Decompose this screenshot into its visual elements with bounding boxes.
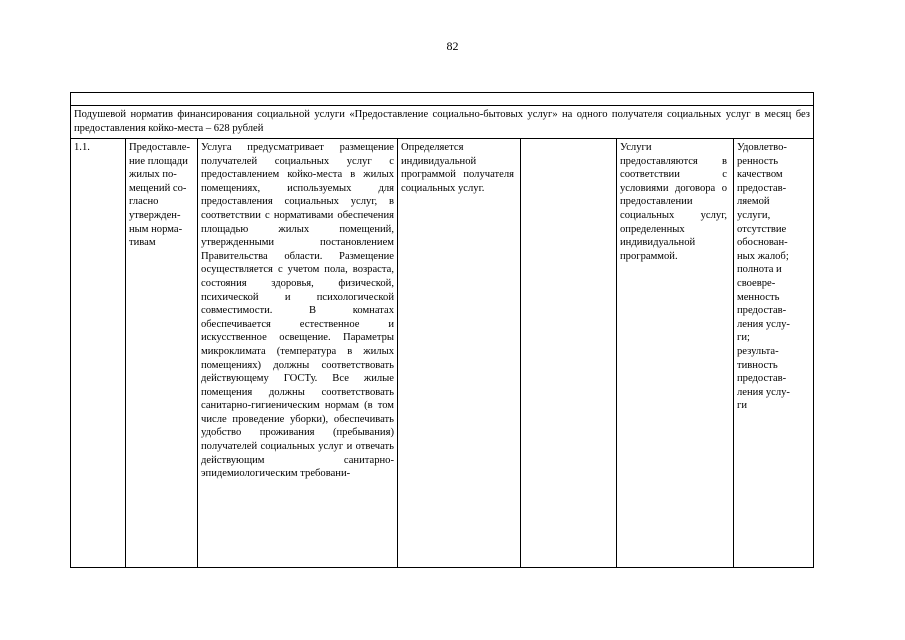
services-table <box>70 92 814 568</box>
table-top-row <box>71 93 814 106</box>
service-evaluation: Удовлетво- ренность качеством предостав- ляемой услуги, отсутствие обоснован- ных жалоб; полнота и своевре- менность предостав- ления услу- ги; результа- тивность предостав- ления услу- ги <box>737 142 790 412</box>
norm-header-row <box>71 106 814 139</box>
service-volume: Определяется индивидуальной программой получателя социальных услуг. <box>398 139 521 568</box>
service-description: Услуга предусматривает размещение получателей социальных услуг с предоставлением койко-места в жилых помещениях, используемых для предоставления социальных услуг, в соответствии с нормативами обеспечения площадью жилых помещений, утвержденными постановлением Правительства области. Размещение осуществляется с учетом пола, возраста, состояния здоровья, физической, психической и психологической совместимости. В комнатах обеспечивается естественное и искусственное освещение. Параметры микроклимата (температура в жилых помещениях) должны соответствовать действующему ГОСТу. Все жилые помещения должны соответствовать санитарно-гигиеническим нормам (в том числе проведение уборки), обеспечивать удобство проживания (пребывания) получателей социальных услуг и отвечать действующим санитарно-эпидемиологическим требовани- <box>198 139 398 568</box>
row-number: 1.1. <box>71 139 126 568</box>
service-conditions: Услуги предоставляются в соответствии с условиями договора о предоставлении социальных услуг, определенных индивидуальной программой. <box>617 139 734 568</box>
table-row <box>71 139 814 568</box>
service-name-cell <box>126 139 198 568</box>
service-term <box>521 139 617 568</box>
service-name: Предоставле- ние площади жилых по- мещений со- гласно утвержден- ным норма- тивам <box>129 142 191 249</box>
norm-header-text: Подушевой норматив финансирования социальной услуги «Предоставление социально-бытовых услуг» на одного получателя социальных услуг в месяц без предоставления койко-места – 628 рублей <box>71 106 814 139</box>
page-number: 82 <box>446 39 459 53</box>
empty-cell <box>71 93 814 106</box>
evaluation-cell <box>734 139 814 568</box>
